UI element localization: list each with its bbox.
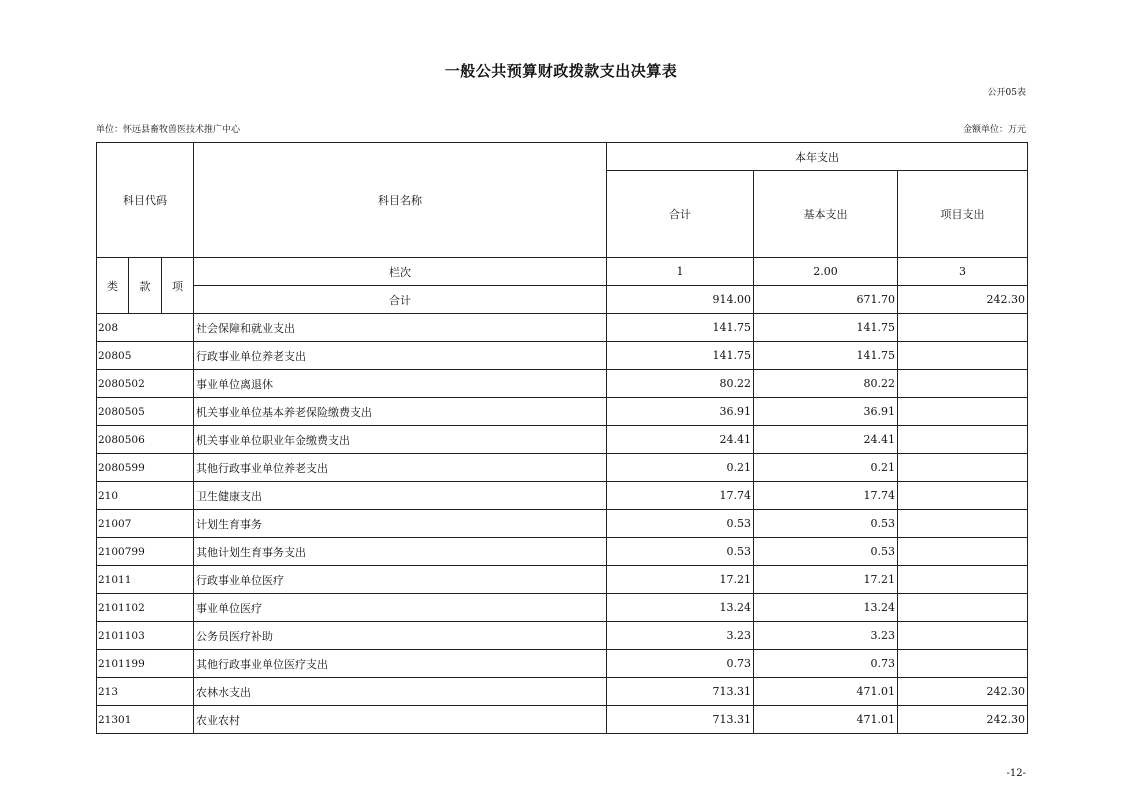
column-number-1: 1: [607, 258, 754, 286]
row-total: 24.41: [607, 426, 754, 454]
header-row-1: [97, 143, 1028, 171]
row-code: 213: [97, 678, 194, 706]
row-code: 21011: [97, 566, 194, 594]
row-basic: 471.01: [754, 706, 898, 734]
row-code: 2101103: [97, 622, 194, 650]
header-basic: 基本支出: [754, 171, 898, 258]
table-row: [97, 538, 1028, 566]
row-total: 17.74: [607, 482, 754, 510]
row-total: 0.21: [607, 454, 754, 482]
page-title: 一般公共预算财政拨款支出决算表: [444, 62, 678, 80]
row-project: [898, 370, 1028, 398]
row-name: 计划生育事务: [194, 510, 607, 538]
row-name: 农业农村: [194, 706, 607, 734]
table-row: [97, 370, 1028, 398]
header-name: 科目名称: [194, 143, 607, 258]
form-number: 公开05表: [987, 88, 1026, 98]
column-number-3: 3: [898, 258, 1028, 286]
row-total: 0.53: [607, 510, 754, 538]
row-basic: 0.21: [754, 454, 898, 482]
row-name: 机关事业单位基本养老保险缴费支出: [194, 398, 607, 426]
row-basic: 13.24: [754, 594, 898, 622]
header-total: 合计: [607, 171, 754, 258]
column-number-row: [97, 258, 1028, 286]
row-basic: 24.41: [754, 426, 898, 454]
table-row: [97, 342, 1028, 370]
row-project: [898, 314, 1028, 342]
table-row: [97, 650, 1028, 678]
row-basic: 17.21: [754, 566, 898, 594]
reporting-unit: 单位：怀远县畜牧兽医技术推广中心: [96, 125, 241, 135]
header-lei: 类: [97, 258, 129, 314]
row-name: 社会保障和就业支出: [194, 314, 607, 342]
amount-unit: 金额单位：万元: [962, 125, 1026, 135]
row-code: 2101199: [97, 650, 194, 678]
row-code: 2080505: [97, 398, 194, 426]
row-total: 713.31: [607, 706, 754, 734]
row-name: 公务员医疗补助: [194, 622, 607, 650]
total-row: [97, 286, 1028, 314]
table-row: [97, 454, 1028, 482]
table-row: [97, 678, 1028, 706]
header-kuan: 款: [129, 258, 162, 314]
row-basic: 0.53: [754, 510, 898, 538]
row-code: 2080502: [97, 370, 194, 398]
table-row: [97, 398, 1028, 426]
header-project: 项目支出: [898, 171, 1028, 258]
row-project: 242.30: [898, 706, 1028, 734]
row-total: 713.31: [607, 678, 754, 706]
row-project: [898, 342, 1028, 370]
row-name: 卫生健康支出: [194, 482, 607, 510]
header-code: 科目代码: [97, 143, 194, 258]
row-code: 20805: [97, 342, 194, 370]
table-row: [97, 510, 1028, 538]
row-total: 13.24: [607, 594, 754, 622]
total-amount: 914.00: [607, 286, 754, 314]
total-label: 合计: [194, 286, 607, 314]
row-project: [898, 426, 1028, 454]
row-code: 2100799: [97, 538, 194, 566]
row-code: 21301: [97, 706, 194, 734]
row-project: [898, 510, 1028, 538]
row-total: 0.73: [607, 650, 754, 678]
row-name: 事业单位离退休: [194, 370, 607, 398]
table-row: [97, 594, 1028, 622]
row-project: [898, 454, 1028, 482]
row-total: 80.22: [607, 370, 754, 398]
row-total: 36.91: [607, 398, 754, 426]
row-code: 208: [97, 314, 194, 342]
page-number: -12-: [1006, 768, 1026, 779]
row-total: 0.53: [607, 538, 754, 566]
row-total: 141.75: [607, 342, 754, 370]
row-name: 事业单位医疗: [194, 594, 607, 622]
table-row: [97, 622, 1028, 650]
row-basic: 3.23: [754, 622, 898, 650]
row-total: 17.21: [607, 566, 754, 594]
row-code: 210: [97, 482, 194, 510]
row-name: 其他行政事业单位养老支出: [194, 454, 607, 482]
row-name: 其他计划生育事务支出: [194, 538, 607, 566]
row-code: 2101102: [97, 594, 194, 622]
row-code: 2080506: [97, 426, 194, 454]
row-code: 21007: [97, 510, 194, 538]
total-project: 242.30: [898, 286, 1028, 314]
row-basic: 17.74: [754, 482, 898, 510]
row-name: 行政事业单位养老支出: [194, 342, 607, 370]
row-basic: 0.73: [754, 650, 898, 678]
row-name: 机关事业单位职业年金缴费支出: [194, 426, 607, 454]
row-project: [898, 594, 1028, 622]
row-basic: 141.75: [754, 342, 898, 370]
header-xiang: 项: [162, 258, 194, 314]
row-project: [898, 566, 1028, 594]
row-name: 其他行政事业单位医疗支出: [194, 650, 607, 678]
table-row: [97, 314, 1028, 342]
row-project: [898, 650, 1028, 678]
row-basic: 141.75: [754, 314, 898, 342]
row-project: 242.30: [898, 678, 1028, 706]
column-number-2: 2.00: [754, 258, 898, 286]
row-total: 141.75: [607, 314, 754, 342]
column-label: 栏次: [194, 258, 607, 286]
table-row: [97, 426, 1028, 454]
row-project: [898, 538, 1028, 566]
expenditure-table: [96, 142, 1028, 734]
row-project: [898, 622, 1028, 650]
row-basic: 471.01: [754, 678, 898, 706]
row-name: 农林水支出: [194, 678, 607, 706]
row-basic: 80.22: [754, 370, 898, 398]
row-project: [898, 482, 1028, 510]
total-basic: 671.70: [754, 286, 898, 314]
row-code: 2080599: [97, 454, 194, 482]
row-basic: 0.53: [754, 538, 898, 566]
row-project: [898, 398, 1028, 426]
table-row: [97, 706, 1028, 734]
row-total: 3.23: [607, 622, 754, 650]
row-basic: 36.91: [754, 398, 898, 426]
table-row: [97, 566, 1028, 594]
header-current-year: 本年支出: [607, 143, 1028, 171]
row-name: 行政事业单位医疗: [194, 566, 607, 594]
table-row: [97, 482, 1028, 510]
